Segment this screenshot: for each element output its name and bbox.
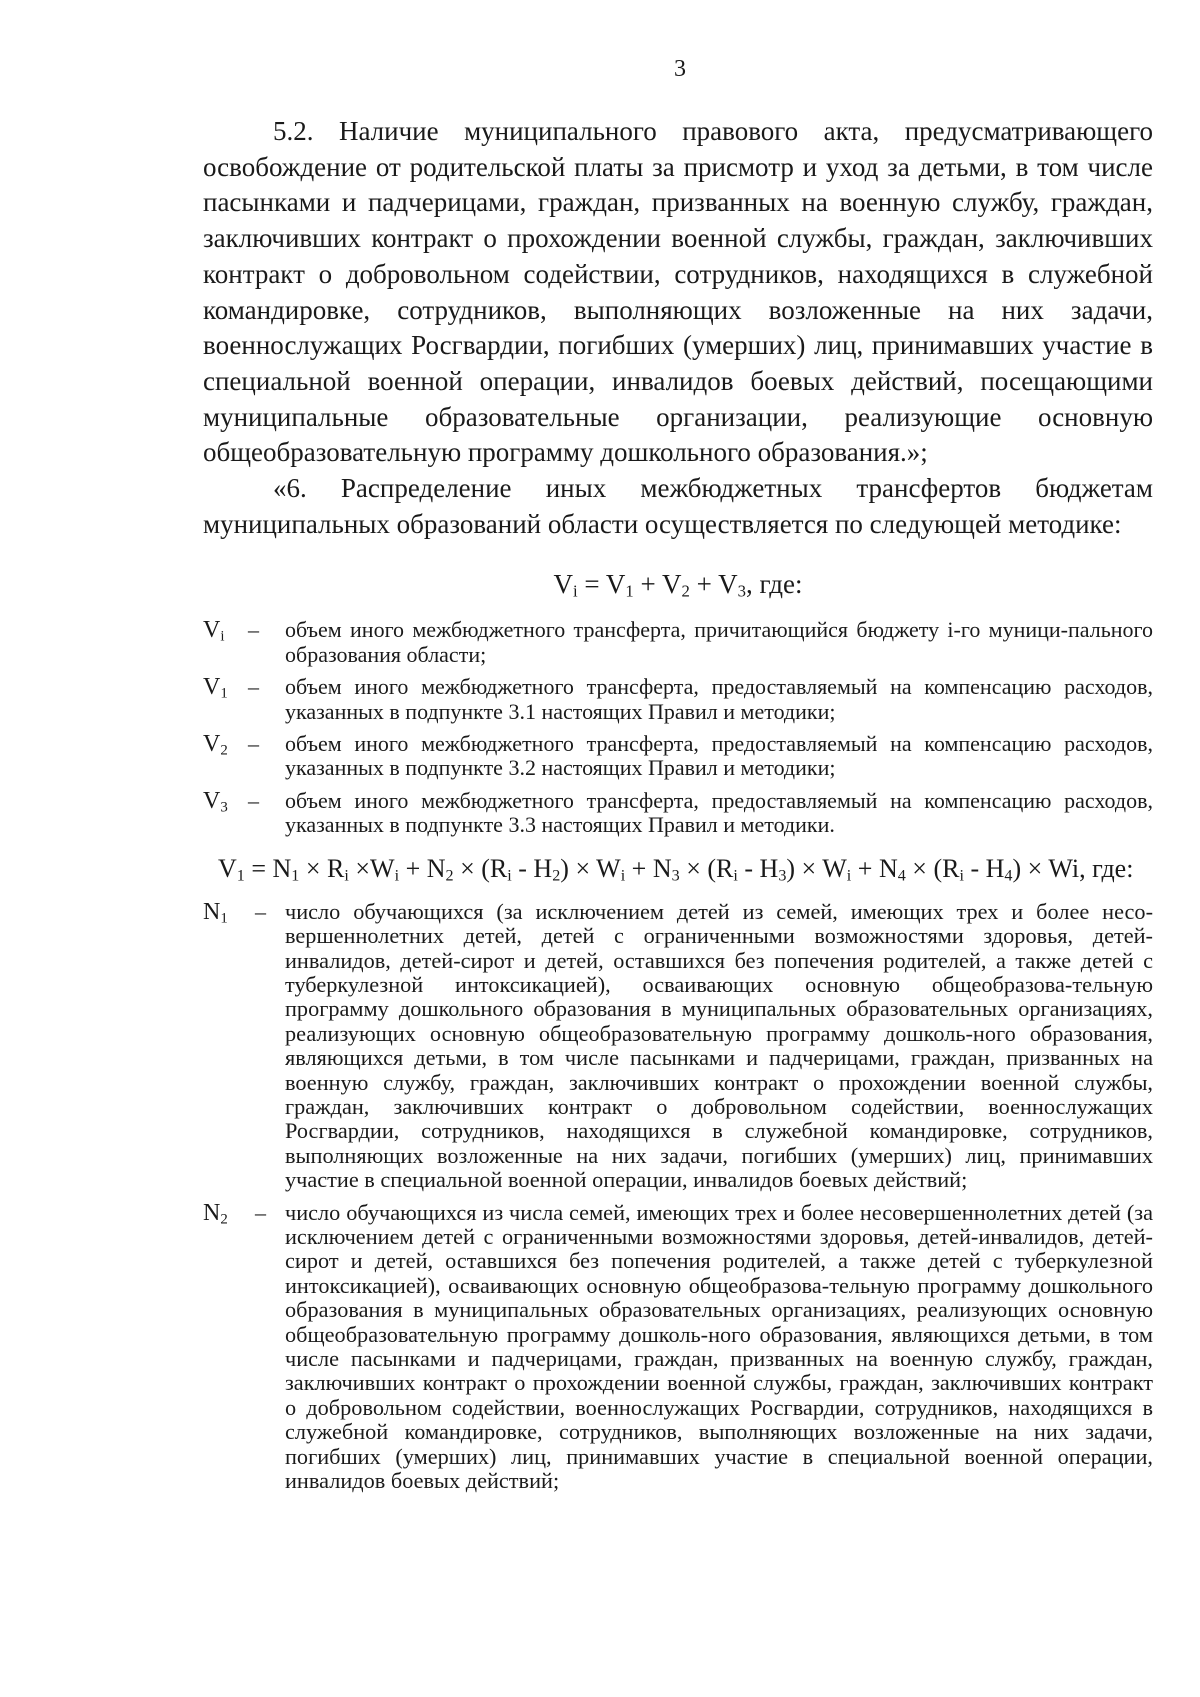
page-number: 3	[674, 56, 686, 82]
definition-v3: $V_3$ – объем иного межбюджетного трансферта, предоставляемый на компенсацию расходов, указанных в подпункте 3.3 настоящих Правил и методики.	[203, 787, 1153, 838]
definition-vi: $V_i$ – объем иного межбюджетного трансферта, причитающийся бюджету i-го муници-пального образования области;	[203, 617, 1153, 667]
definition-symbol: $V_3$	[203, 787, 228, 816]
definition-symbol: $N_1$	[203, 898, 228, 926]
definition-n2: $N_2$ – число обучающихся из числа семей, имеющих трех и более несовершеннолетних детей (за исключением детей с ограниченными возможностями здоровья, детей-инвалидов, детей-сирот и детей, оставшихся без попечения родителей, а также детей с туберкулезной интоксикацией), осваивающих основную общеобразова-тельную программу дошкольного образования в муниципальных образовательных организациях, реализующих основную общеобразовательную программу дошколь-ного образования, являющихся детьми, в том числе пасынками и падчерицами, граждан, призванных на военную службу, граждан, заключивших контракт о прохождении военной службы, граждан, заключивших контракт о добровольном содействии, военнослужащих Росгвардии, сотрудников, находящихся в служебной командировке, сотрудников, выполняющих возложенные на них задачи, погибших (умерших) лиц, принимавших участие в специальной военной операции, инвалидов боевых действий;	[203, 1199, 1153, 1494]
definition-symbol: $V_i$	[203, 617, 225, 645]
formula-v-total: $V_i = V_1 + V_2 + V_3$, где:	[553, 569, 803, 602]
definition-text: объем иного межбюджетного трансферта, предоставляемый на компенсацию расходов, указанных в подпункте 3.3 настоящих Правил и методики.	[285, 787, 1153, 838]
definition-text: объем иного межбюджетного трансферта, причитающийся бюджету i-го муници-пального образования области;	[285, 617, 1153, 667]
definition-n1: $N_1$ – число обучающихся (за исключением детей из семей, имеющих трех и более несо-вершеннолетних детей, детей с ограниченными возможностями здоровья, детей-инвалидов, детей-сирот и детей, оставшихся без попечения родителей, а также детей с туберкулезной интоксикацией), осваивающих основную общеобразова-тельную программу дошкольного образования в муниципальных образовательных организациях, реализующих основную общеобразовательную программу дошколь-ного образования, являющихся детьми, в том числе пасынками и падчерицами, граждан, призванных на военную службу, граждан, заключивших контракт о прохождении военной службы, граждан, заключивших контракт о добровольном содействии, военнослужащих Росгвардии, сотрудников, находящихся в служебной командировке, сотрудников, выполняющих возложенные на них задачи, погибших (умерших) лиц, принимавших участие в специальной военной операции, инвалидов боевых действий;	[203, 898, 1153, 1193]
definition-v2: $V_2$ – объем иного межбюджетного трансферта, предоставляемый на компенсацию расходов, указанных в подпункте 3.2 настоящих Правил и методики;	[203, 731, 1153, 781]
definition-symbol: $V_2$	[203, 731, 228, 759]
definition-text: число обучающихся (за исключением детей из семей, имеющих трех и более несо-вершеннолетних детей, детей с ограниченными возможностями здоровья, детей-инвалидов, детей-сирот и детей, оставшихся без попечения родителей, а также детей с туберкулезной интоксикацией), осваивающих основную общеобразова-тельную программу дошкольного образования в муниципальных образовательных организациях, реализующих основную общеобразовательную программу дошколь-ного образования, являющихся детьми, в том числе пасынками и падчерицами, граждан, призванных на военную службу, граждан, заключивших контракт о прохождении военной службы, граждан, заключивших контракт о добровольном содействии, военнослужащих Росгвардии, сотрудников, находящихся в служебной командировке, сотрудников, выполняющих возложенные на них задачи, погибших (умерших) лиц, принимавших участие в специальной военной операции, инвалидов боевых действий;	[285, 898, 1153, 1193]
definition-symbol: $N_2$	[203, 1199, 228, 1227]
definition-v1: $V_1$ – объем иного межбюджетного трансферта, предоставляемый на компенсацию расходов, указанных в подпункте 3.1 настоящих Правил и методики;	[203, 674, 1153, 724]
definition-symbol: $V_1$	[203, 674, 228, 702]
definition-text: объем иного межбюджетного трансферта, предоставляемый на компенсацию расходов, указанных в подпункте 3.2 настоящих Правил и методики;	[285, 731, 1153, 781]
document-body	[203, 114, 1153, 1501]
definition-text: число обучающихся из числа семей, имеющих трех и более несовершеннолетних детей (за исключением детей с ограниченными возможностями здоровья, детей-инвалидов, детей-сирот и детей, оставшихся без попечения родителей, а также детей с туберкулезной интоксикацией), осваивающих основную общеобразова-тельную программу дошкольного образования в муниципальных образовательных организациях, реализующих основную общеобразовательную программу дошколь-ного образования, являющихся детьми, в том числе пасынками и падчерицами, граждан, призванных на военную службу, граждан, заключивших контракт о прохождении военной службы, граждан, заключивших контракт о добровольном содействии, военнослужащих Росгвардии, сотрудников, находящихся в служебной командировке, сотрудников, выполняющих возложенные на них задачи, погибших (умерших) лиц, принимавших участие в специальной военной операции, инвалидов боевых действий;	[285, 1199, 1153, 1494]
paragraph-5-2: 5.2. Наличие муниципального правового акта, предусматривающего освобождение от родительской платы за присмотр и уход за детьми, в том числе пасынками и падчерицами, граждан, призванных на военную службу, граждан, заключивших контракт о прохождении военной службы, граждан, заключивших контракт о добровольном содействии, сотрудников, находящихся в служебной командировке, сотрудников, выполняющих возложенные на них задачи, военнослужащих Росгвардии, погибших (умерших) лиц, принимавших участие в специальной военной операции, инвалидов боевых действий, посещающими муниципальные образовательные организации, реализующие основную общеобразовательную программу дошкольного образования.»;	[203, 116, 1153, 468]
paragraph-6: «6. Распределение иных межбюджетных трансфертов бюджетам муниципальных образований области осуществляется по следующей методике:	[203, 473, 1153, 539]
formula-v1: $V_1 = N_1 \times R_i \times W_i + N_2 \times (R_i - H_2) \times W_i + N_3 \times (R_i - H_3) \times W_i + N_4 \times (R_i - H_4) \times Wi$, где:	[218, 853, 1134, 885]
definition-text: объем иного межбюджетного трансферта, предоставляемый на компенсацию расходов, указанных в подпункте 3.1 настоящих Правил и методики;	[285, 674, 1153, 724]
